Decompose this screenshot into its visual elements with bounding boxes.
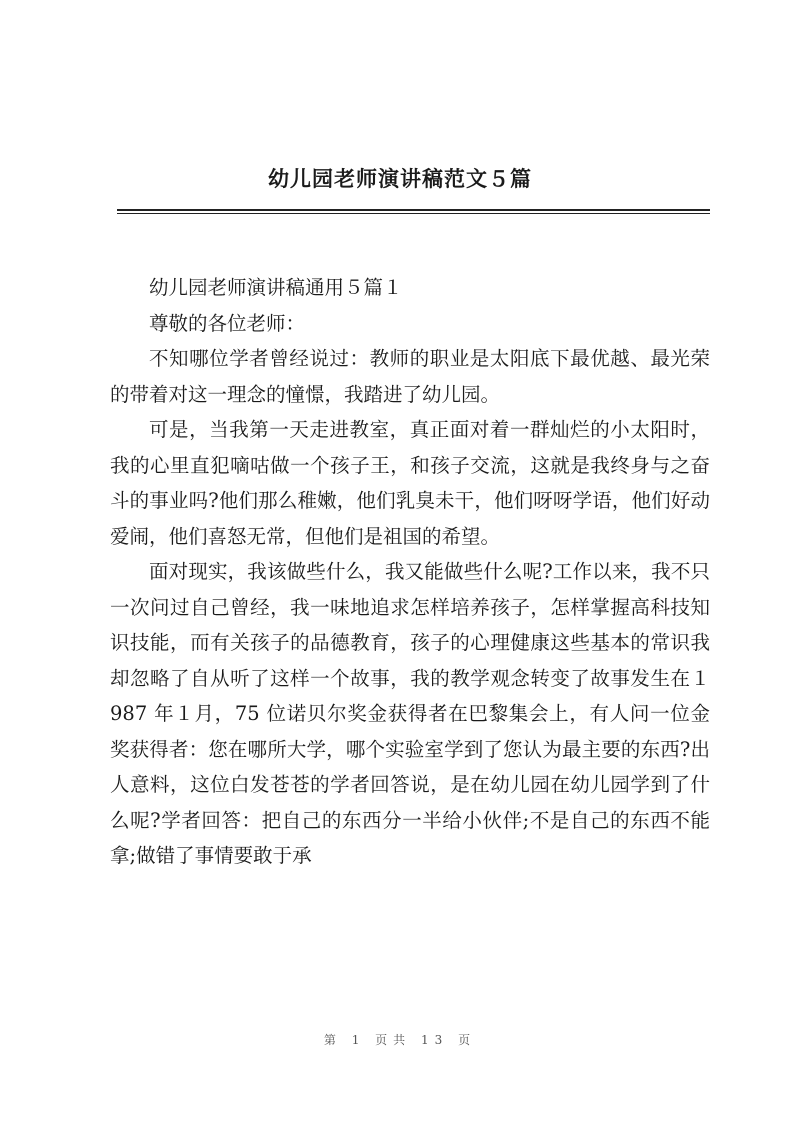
paragraph-salutation: 尊敬的各位老师： — [149, 311, 306, 335]
paragraph: 面对现实，我该做些什么，我又能做些什么呢?工作以来，我不只一次问过自己曾经，我一味地追求怎样培养孩子，怎样掌握高科技知识技能，而有关孩子的品德教育，孩子的心理健康这些基本的常识我却忽略了自从听了这样一个故事，我的教学观念转变了故事发生在１987 年１月，75 位诺贝尔奖金获得者在巴黎集会上，有人问一位金奖获得者：您在哪所大学，哪个实验室学到了您认为最主要的东西?出人意料，这位白发苍苍的学者回答说，是在幼儿园在幼儿园学到了什么呢?学者回答：把自己的东西分一半给小伙伴;不是自己的东西不能拿;做错了事情要敢于承 — [110, 560, 710, 867]
document-title: 幼儿园老师演讲稿范文５篇 — [268, 166, 532, 191]
paragraph-subtitle: 幼儿园老师演讲稿通用５篇１ — [149, 276, 403, 299]
title-underline — [117, 209, 710, 211]
title-underline-thin — [117, 213, 710, 214]
paragraph: 不知哪位学者曾经说过：教师的职业是太阳底下最优越、最光荣的带着对这一理念的憧憬，我踏进了幼儿园。 — [110, 347, 710, 406]
page-number-footer: 第 1 页共 13 页 — [323, 1033, 477, 1047]
document-body — [110, 270, 710, 874]
paragraph: 可是，当我第一天走进教室，真正面对着一群灿烂的小太阳时，我的心里直犯嘀咕做一个孩子王，和孩子交流，这就是我终身与之奋斗的事业吗?他们那么稚嫩，他们乳臭未干，他们呀呀学语，他们好动爱闹，他们喜怒无常，但他们是祖国的希望。 — [110, 418, 710, 548]
